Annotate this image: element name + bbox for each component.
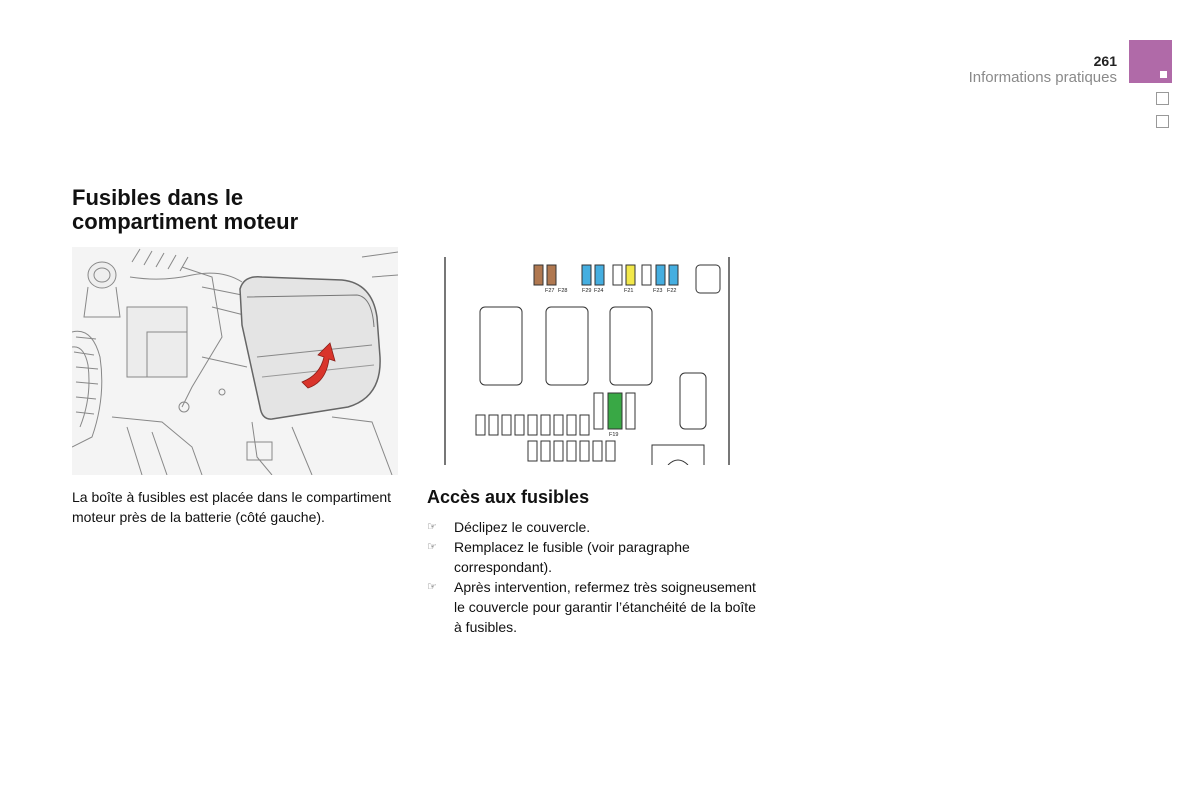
fuse-label-f19: F19	[609, 432, 619, 438]
chapter-tab-dot	[1160, 71, 1167, 78]
access-heading: Accès aux fusibles	[427, 487, 590, 507]
fuse-f22	[669, 265, 678, 285]
section-name: Informations pratiques	[968, 69, 1117, 86]
list-item	[427, 577, 757, 637]
list-item	[427, 537, 757, 577]
chapter-tab-box	[1156, 92, 1169, 105]
fuse-label-f28: F28	[558, 288, 568, 294]
engine-compartment-illustration	[72, 247, 398, 475]
chapter-tab-box	[1156, 115, 1169, 128]
fuse-f19	[608, 393, 622, 429]
pointing-hand-icon: ☞	[427, 521, 437, 533]
pointing-hand-icon: ☞	[427, 581, 437, 593]
list-item	[427, 517, 757, 537]
fuse-f28	[547, 265, 556, 285]
page-title: Fusibles dans le compartiment moteur	[72, 185, 299, 234]
intro-paragraph: La boîte à fusibles est placée dans le compartiment moteur près de la batterie (côté gauche).	[72, 489, 392, 525]
pointing-hand-icon: ☞	[427, 541, 437, 553]
fuse-f24	[595, 265, 604, 285]
fuse-label-f21: F21	[624, 288, 634, 294]
step-text: Déclipez le couvercle.	[454, 519, 591, 535]
fuse-f27	[534, 265, 543, 285]
fuse-empty	[642, 265, 651, 285]
fuse-f29	[582, 265, 591, 285]
page-number: 261	[1093, 53, 1117, 69]
fuse-box-diagram	[442, 257, 732, 465]
fuse-f23	[656, 265, 665, 285]
step-text: Remplacez le fusible (voir paragraphe correspondant).	[454, 539, 690, 575]
fuse-empty	[613, 265, 622, 285]
fuse-label-f22: F22	[667, 288, 677, 294]
fuse-label-f23: F23	[653, 288, 663, 294]
fuse-label-f29: F29	[582, 288, 592, 294]
fuse-box-cover	[240, 277, 380, 419]
fuse-label-f27: F27	[545, 288, 555, 294]
fuse-label-f24: F24	[594, 288, 604, 294]
step-text: Après intervention, refermez très soigneusement le couvercle pour garantir l’étanchéité de la boîte à fusibles.	[454, 579, 756, 635]
fuse-f21	[626, 265, 635, 285]
access-steps-list	[427, 517, 757, 637]
